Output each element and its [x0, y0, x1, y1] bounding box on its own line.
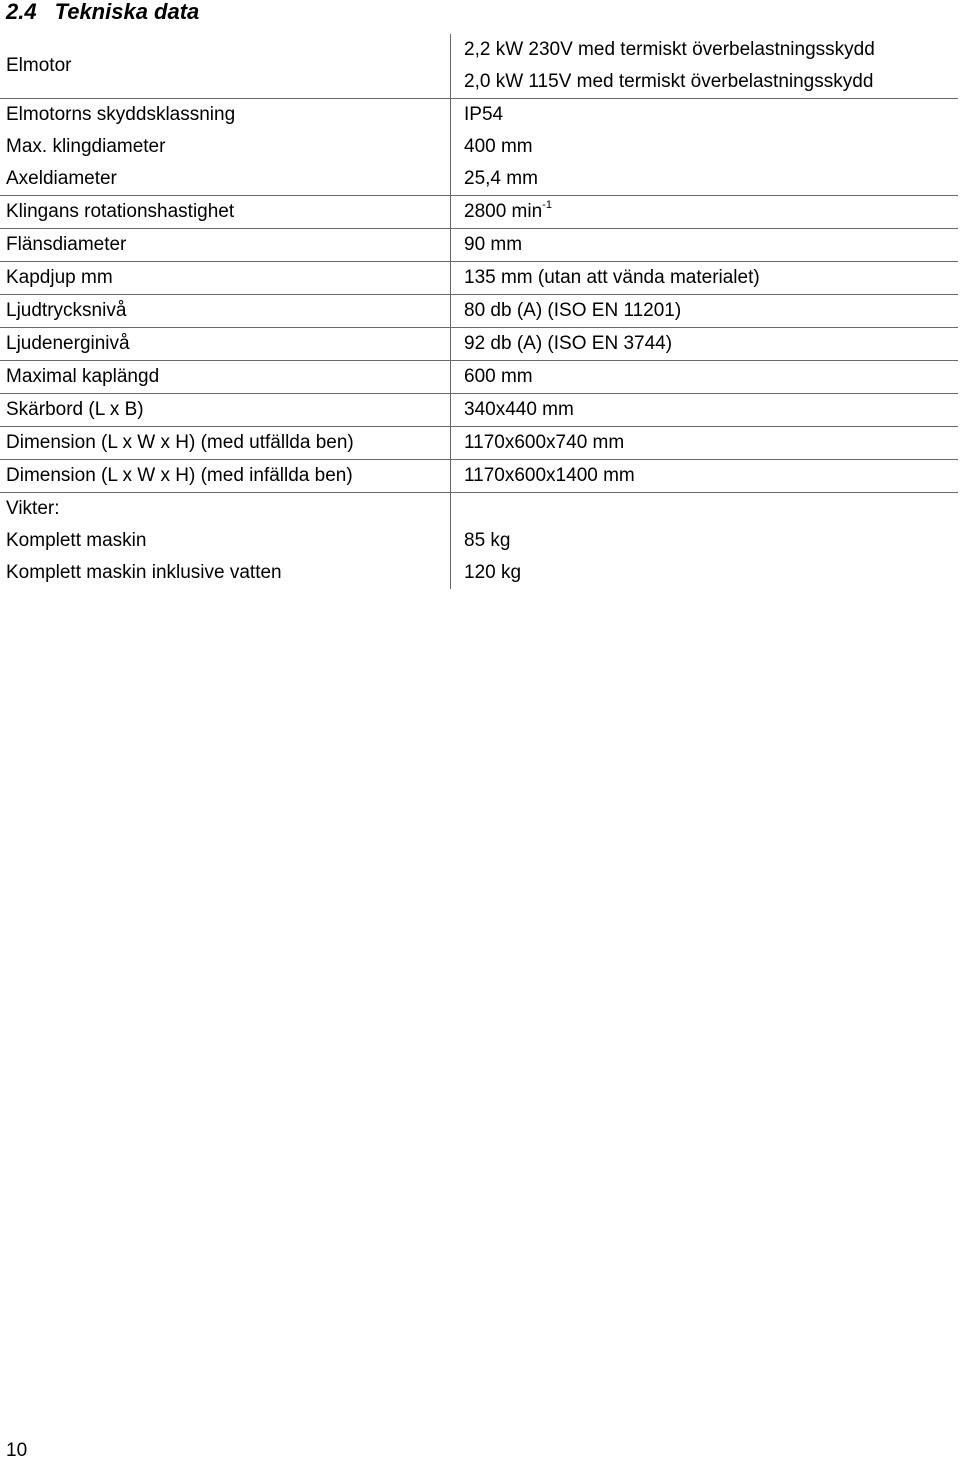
spec-label: Klingans rotationshastighet [6, 201, 235, 222]
spec-value: 600 mm [450, 361, 958, 393]
spec-label: Max. klingdiameter [6, 136, 166, 157]
spec-value-exponent: -1 [542, 199, 552, 211]
section-number: 2.4 [6, 0, 37, 24]
spec-row-dimension-infallda [0, 460, 958, 493]
spec-row-komplett-maskin [0, 525, 958, 557]
spec-label: Axeldiameter [6, 168, 117, 189]
spec-value [450, 493, 958, 525]
spec-row-flansdiameter [0, 229, 958, 262]
page-number: 10 [6, 1440, 28, 1461]
spec-value [450, 34, 958, 98]
spec-row-ljudenerginiva [0, 328, 958, 361]
spec-value: 1170x600x740 mm [450, 427, 958, 459]
spec-value-line: 2,2 kW 230V med termiskt överbelastningsskydd [464, 39, 875, 60]
spec-row-komplett-maskin-vatten [0, 557, 958, 589]
spec-value: 400 mm [450, 131, 958, 163]
spec-label: Vikter: [6, 498, 60, 519]
spec-value: 80 db (A) (ISO EN 11201) [450, 295, 958, 327]
spec-table [0, 34, 958, 589]
spec-row-kapdjup [0, 262, 958, 295]
spec-label: Dimension (L x W x H) (med utfällda ben) [6, 432, 354, 453]
spec-value: 85 kg [450, 525, 958, 557]
spec-value: 1170x600x1400 mm [450, 460, 958, 492]
spec-value: 135 mm (utan att vända materialet) [450, 262, 958, 294]
spec-label: Ljudenerginivå [6, 333, 130, 354]
spec-label: Kapdjup mm [6, 267, 113, 288]
spec-row-rotationshastighet [0, 196, 958, 229]
spec-label: Ljudtrycksnivå [6, 300, 127, 321]
spec-value: 120 kg [450, 557, 958, 589]
spec-label: Komplett maskin [6, 530, 147, 551]
spec-row-skarbord [0, 394, 958, 427]
spec-row-dimension-utfallda [0, 427, 958, 460]
spec-label: Elmotorns skyddsklassning [6, 104, 236, 125]
spec-value-text: 2800 min [464, 201, 543, 222]
spec-label: Skärbord (L x B) [6, 399, 144, 420]
spec-value: 90 mm [450, 229, 958, 261]
section-title: Tekniska data [54, 0, 200, 24]
spec-row-skyddsklassning [0, 99, 958, 131]
spec-row-vikter [0, 493, 958, 525]
spec-label: Elmotor [6, 55, 72, 76]
section-heading [6, 0, 199, 25]
spec-value: 92 db (A) (ISO EN 3744) [450, 328, 958, 360]
spec-value-line: 2,0 kW 115V med termiskt överbelastningsskydd [464, 71, 874, 92]
spec-row-klingdiameter [0, 131, 958, 163]
spec-label: Dimension (L x W x H) (med infällda ben) [6, 465, 353, 486]
spec-label: Maximal kaplängd [6, 366, 160, 387]
spec-value [450, 196, 958, 228]
spec-row-elmotor [0, 34, 958, 99]
spec-value: 25,4 mm [450, 163, 958, 195]
spec-row-ljudtrycksniva [0, 295, 958, 328]
spec-label: Flänsdiameter [6, 234, 127, 255]
spec-row-axeldiameter [0, 163, 958, 196]
spec-value: IP54 [450, 99, 958, 131]
spec-row-kaplangd [0, 361, 958, 394]
spec-value: 340x440 mm [450, 394, 958, 426]
spec-label: Komplett maskin inklusive vatten [6, 562, 282, 583]
